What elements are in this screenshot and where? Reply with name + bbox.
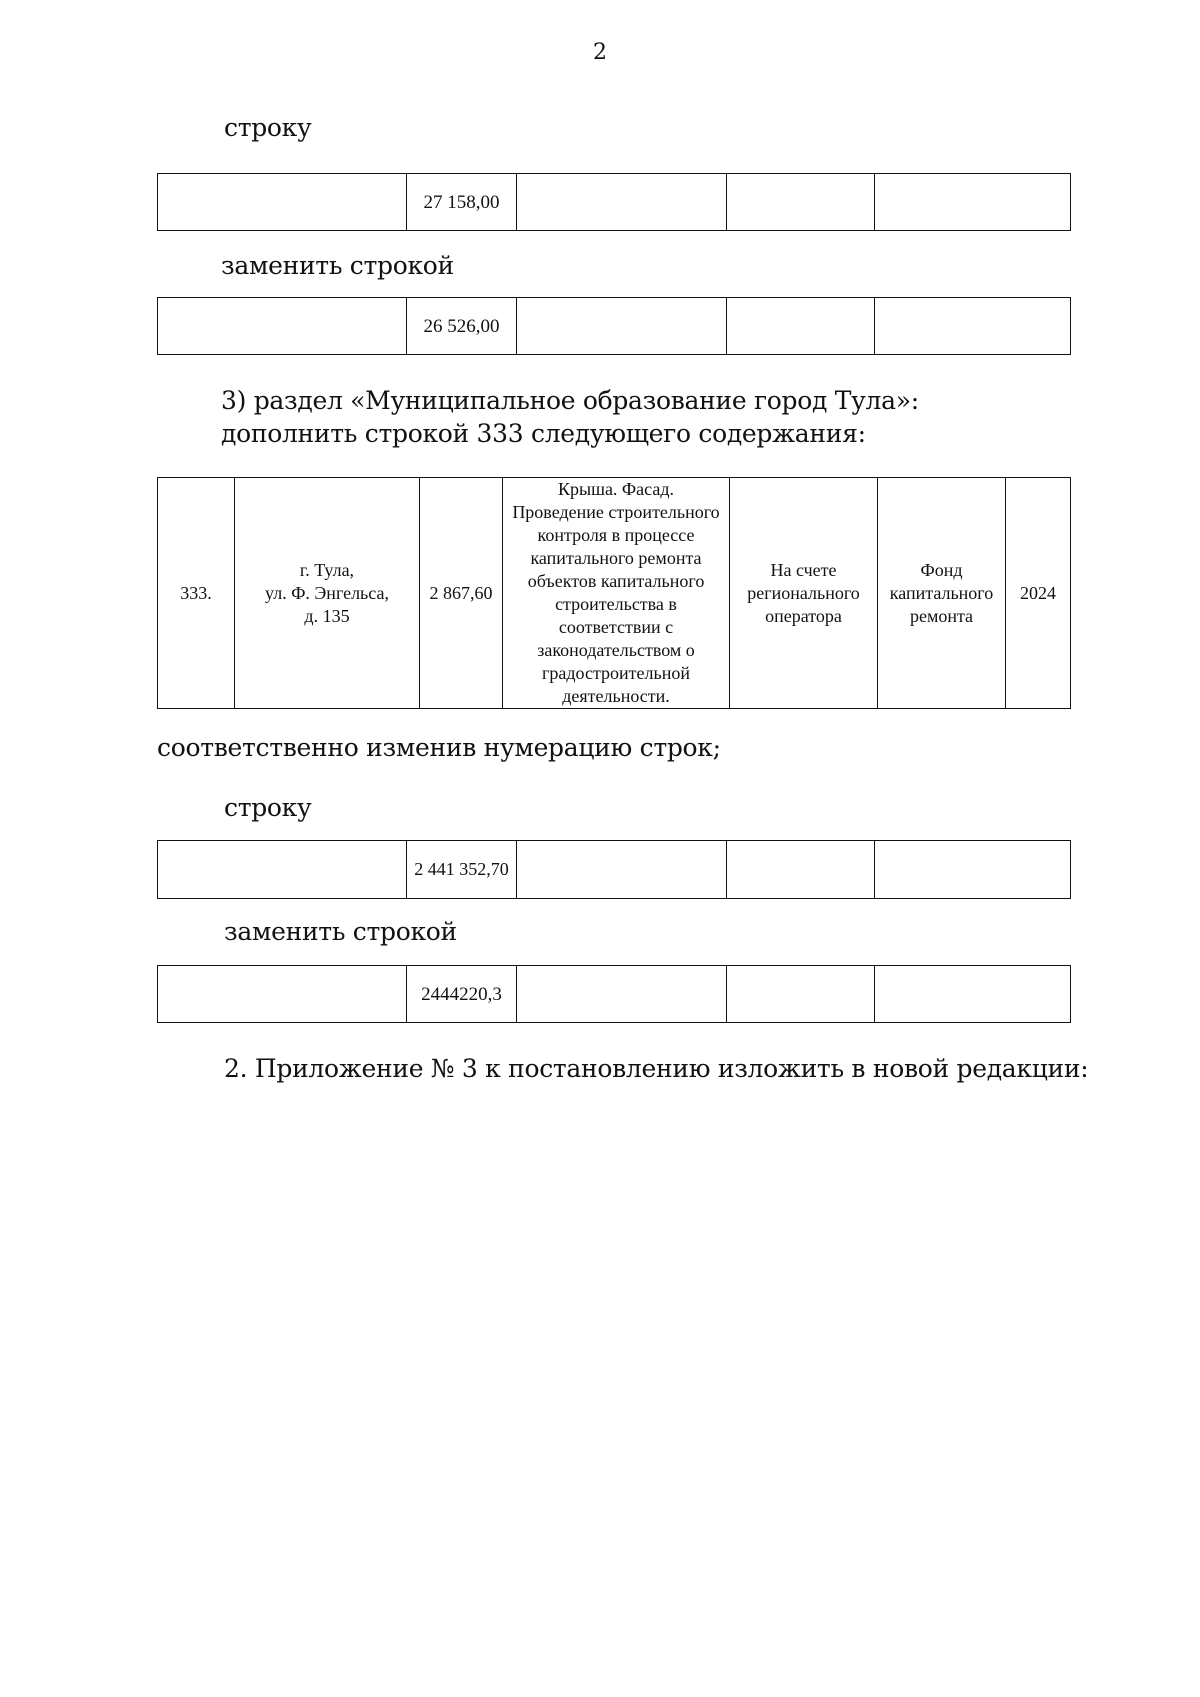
area-cell: 2 867,60 [420, 478, 503, 709]
table-cell [158, 298, 407, 355]
total-value-cell: 2444220,3 [407, 966, 517, 1023]
work-type-cell: Крыша. Фасад. Проведение строительного контроля в процессе капитального ремонта объектов капитального строительства в соответствии с законодательством о градостроительной деятельности. [503, 478, 730, 709]
table-cell [158, 966, 407, 1023]
row-number-cell: 333. [158, 478, 235, 709]
account-cell: На счете регионального оператора [730, 478, 878, 709]
table-cell [727, 966, 875, 1023]
total-value-cell: 27 158,00 [407, 174, 517, 231]
table-cell [158, 841, 407, 899]
new-total-row-table [157, 297, 1071, 355]
table-cell [875, 298, 1071, 355]
old-total-row-table [157, 173, 1071, 231]
old-row-label: строку [224, 113, 312, 142]
renumber-note: соответственно изменив нумерацию строк; [157, 733, 721, 762]
table-cell [727, 174, 875, 231]
table-row [158, 174, 1071, 231]
replace-row-label: заменить строкой [221, 251, 454, 280]
replace-row-label: заменить строкой [224, 917, 457, 946]
row-333-table [157, 477, 1071, 709]
table-row [158, 298, 1071, 355]
table-cell [517, 966, 727, 1023]
table-cell [727, 841, 875, 899]
appendix-instruction: 2. Приложение № 3 к постановлению изложить в новой редакции: [224, 1054, 1089, 1083]
total-value-cell: 26 526,00 [407, 298, 517, 355]
page-number: 2 [593, 40, 607, 65]
table-cell [727, 298, 875, 355]
new-section-total-table [157, 965, 1071, 1023]
table-cell [158, 174, 407, 231]
table-row [158, 841, 1071, 899]
table-row [158, 966, 1071, 1023]
section3-instruction: дополнить строкой 333 следующего содержания: [221, 419, 866, 448]
funding-source-cell: Фонд капитального ремонта [878, 478, 1006, 709]
table-cell [517, 841, 727, 899]
section3-heading: 3) раздел «Муниципальное образование город Тула»: [221, 386, 919, 415]
table-cell [517, 174, 727, 231]
year-cell: 2024 [1006, 478, 1071, 709]
address-cell: г. Тула, ул. Ф. Энгельса, д. 135 [235, 478, 420, 709]
old-row-label: строку [224, 793, 312, 822]
table-cell [875, 966, 1071, 1023]
table-row [158, 478, 1071, 709]
table-cell [875, 174, 1071, 231]
total-value-cell: 2 441 352,70 [407, 841, 517, 899]
table-cell [875, 841, 1071, 899]
table-cell [517, 298, 727, 355]
old-section-total-table [157, 840, 1071, 899]
